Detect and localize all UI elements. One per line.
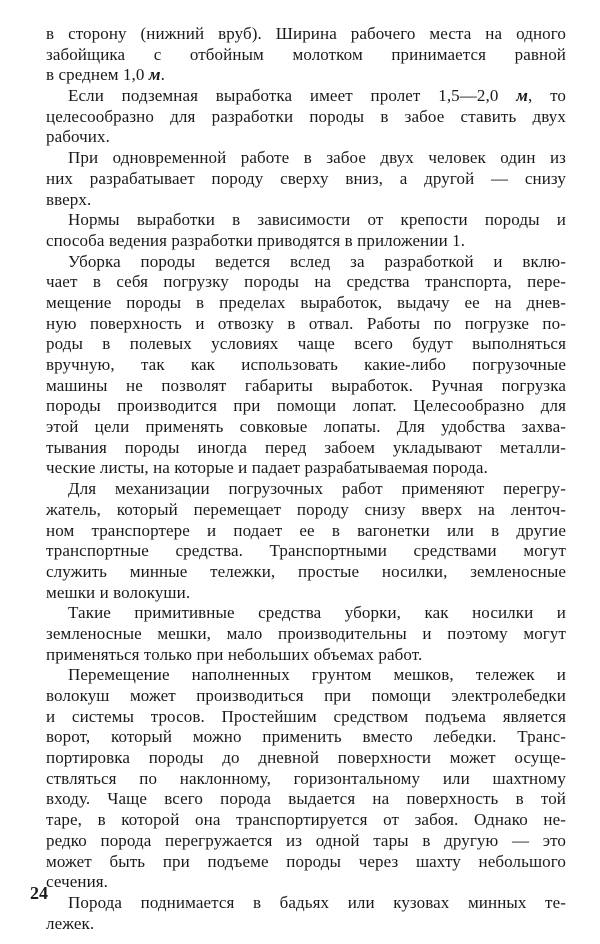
text-line: целесообразно для разработки породы в забое ставить двух <box>46 106 566 126</box>
text-line: входу. Чаще всего порода выдается на поверхность в той <box>46 789 566 809</box>
paragraph <box>46 252 566 480</box>
text-line: машины не позволят габариты выработок. Ручная погрузка <box>46 375 566 395</box>
text-line: может быть при подъеме породы через шахту небольшого <box>46 851 566 871</box>
text-line: таре, в которой она транспортируется от забоя. Однако не- <box>46 810 566 830</box>
text-line: Порода поднимается в бадьях или кузовах минных те- <box>68 892 566 912</box>
paragraph <box>46 603 566 665</box>
text-line: ворот, который можно применить вместо лебедки. Транс- <box>46 727 566 747</box>
text-line: рабочих. <box>46 127 110 147</box>
text-line: земленосные мешки, мало производительны и поэтому могут <box>46 623 566 643</box>
body-text <box>46 24 566 934</box>
text-line: ствляться по наклонному, горизонтальному или шахтному <box>46 768 566 788</box>
text-line: применяться только при небольших объемах работ. <box>46 644 423 664</box>
paragraph <box>46 148 566 210</box>
page-number: 24 <box>30 883 48 903</box>
text-line: забойщика с отбойным молотком принимается равной <box>46 44 566 64</box>
paragraph <box>46 665 566 893</box>
text-line: Перемещение наполненных грунтом мешков, тележек и <box>68 665 566 685</box>
paragraph <box>46 893 566 934</box>
paragraph <box>46 479 566 603</box>
text-line: вручную, так как использовать какие-либо погрузочные <box>46 355 566 374</box>
text-line: транспортные средства. Транспортными средствами могут <box>46 541 566 561</box>
text-line: сечения. <box>46 872 109 892</box>
text-line: этой цели применять совковые лопаты. Для удобства захва- <box>46 417 566 437</box>
text-line: Если подземная выработка имеет пролет 1,5—2,0 м, то <box>68 86 566 106</box>
text-line: тывания породы иногда перед забоем укладывают металли- <box>46 437 566 457</box>
text-line: волокуш может производиться при помощи электролебедки <box>46 686 566 705</box>
text-line: Уборка породы ведется вслед за разработкой и вклю- <box>68 251 566 271</box>
text-line: и системы тросов. Простейшим средством подъема является <box>46 706 566 726</box>
text-line: ческие листы, на которые и падает разрабатываемая порода. <box>46 458 488 478</box>
text-line: чает в себя погрузку породы на средства транспорта, пере- <box>46 272 566 292</box>
text-line: в среднем 1,0 м. <box>46 65 165 85</box>
text-line: портировка породы до дневной поверхности может осуще- <box>46 748 566 768</box>
paragraph <box>46 24 566 86</box>
text-line: редко порода перегружается из одной тары в другую — это <box>46 830 566 850</box>
text-line: породы производится при помощи лопат. Целесообразно для <box>46 396 566 416</box>
text-line: способа ведения разработки приводятся в приложении 1. <box>46 230 466 250</box>
text-line: в сторону (нижний вруб). Ширина рабочего места на одного <box>46 24 566 43</box>
text-line: Нормы выработки в зависимости от крепости породы и <box>68 210 566 230</box>
text-line: При одновременной работе в забое двух человек один из <box>68 148 566 168</box>
text-line: роды в полевых условиях чаще всего будут выполняться <box>46 334 566 354</box>
text-line: ную поверхность и отвозку в отвал. Работы по погрузке по- <box>46 313 566 333</box>
text-line: вверх. <box>46 189 92 209</box>
text-line: жатель, который перемещает породу снизу вверх на ленточ- <box>46 499 566 519</box>
text-line: мешки и волокуши. <box>46 582 191 602</box>
text-line: Такие примитивные средства уборки, как носилки и <box>68 603 566 623</box>
text-line: мещение породы в пределах выработок, выдачу ее на днев- <box>46 292 566 312</box>
paragraph <box>46 86 566 148</box>
text-line: них разрабатывает породу сверху вниз, а другой — снизу <box>46 168 566 188</box>
text-line: служить минные тележки, простые носилки, земленосные <box>46 561 566 581</box>
text-line: ном транспортере и подает ее в вагонетки или в другие <box>46 520 566 540</box>
text-line: лежек. <box>46 913 95 933</box>
paragraph <box>46 210 566 251</box>
text-line: Для механизации погрузочных работ применяют перегру- <box>68 479 566 499</box>
